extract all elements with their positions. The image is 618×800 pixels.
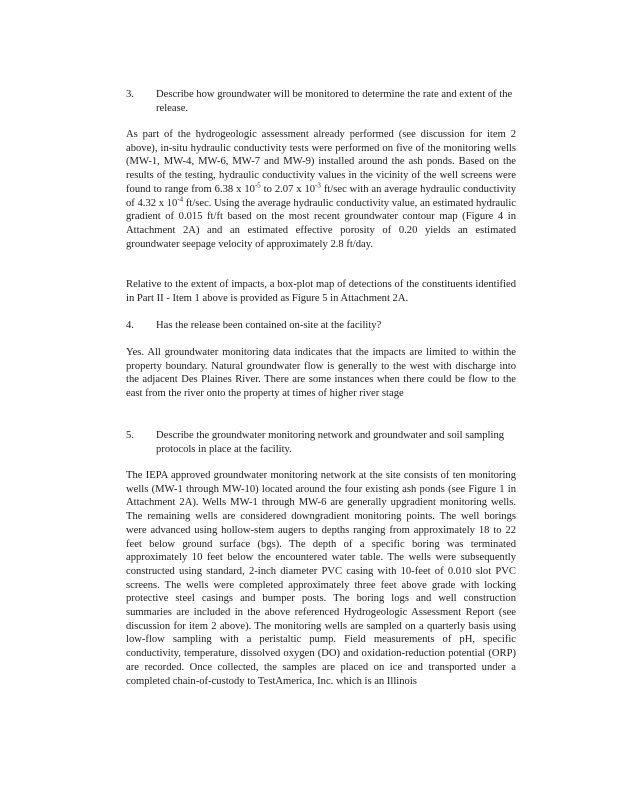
question-5-number: 5. [126,430,134,441]
question-3-text: Describe how groundwater will be monitored to determine the rate and extent of the release. [156,89,513,114]
paragraph-monitoring-network: The IEPA approved groundwater monitoring network at the site consists of ten monitoring wells (MW-1 through MW-10) located around the four existing ash ponds (see Figure 1 in Attachment 2A). Wells MW-1 through MW-6 are generally upgradient monitoring wells. The remaining wells are considered downgradient monitoring points. The well borings were advanced using hollow-stem augers to depths ranging from approximately 18 to 22 feet below ground surface (bgs). The depth of a specific boring was terminated approximately 10 feet below the encountered water table. The wells were subsequently constructed using standard, 2-inch diameter PVC casing with 10-feet of 0.010 slot PVC screens. The wells were completed approximately three feet above grade with locking protective steel casings and bumper posts. The boring logs and well construction summaries are included in the above referenced Hydrogeologic Assessment Report (see discussion for item 2 above). The monitoring wells are sampled on a quarterly basis using low-flow sampling with a peristaltic pump. Field measurements of pH, specific conductivity, temperature, dissolved oxygen (DO) and oxidation-reduction potential (ORP) are recorded. Once collected, the samples are placed on ice and transported under a completed chain-of-custody to TestAmerica, Inc. which is an Illinois [126,470,516,687]
question-4-number: 4. [126,320,134,331]
paragraph-hydrogeologic-assessment: As part of the hydrogeologic assessment already performed (see discussion for item 2 above), in-situ hydraulic conductivity tests were performed on five of the monitoring wells (MW-1, MW-4, MW-6, MW-7 and MW-9) installed around the ash ponds. Based on the results of the testing, hydraulic conductivity values in the vicinity of the well screens were found to range from 6.38 x $10^{-5}$ to 2.07 x $10^{-3}$ ft/sec with an average hydraulic conductivity of 4.32 x $10^{-4}$ ft/sec. Using the average hydraulic conductivity value, an estimated hydraulic gradient of 0.015 ft/ft based on the most recent groundwater contour map (Figure 4 in Attachment 2A) and an estimated effective porosity of 0.20 yields an estimated groundwater seepage velocity of approximately 2.8 ft/day. [126,129,517,250]
paragraph-extent-of-impacts: Relative to the extent of impacts, a box-plot map of detections of the constituents identified in Part II - Item 1 above is provided as Figure 5 in Attachment 2A. [126,279,516,304]
question-3-number: 3. [126,89,134,100]
question-4-text: Has the release been contained on-site at the facility? [156,320,382,331]
question-5-text: Describe the groundwater monitoring network and groundwater and soil sampling protocols in place at the facility. [156,430,505,455]
paragraph-release-contained: Yes. All groundwater monitoring data indicates that the impacts are limited to within the property boundary. Natural groundwater flow is generally to the west with discharge into the adjacent Des Plaines River. There are some instances when there could be flow to the east from the river onto the property at times of higher river stage [126,347,516,400]
